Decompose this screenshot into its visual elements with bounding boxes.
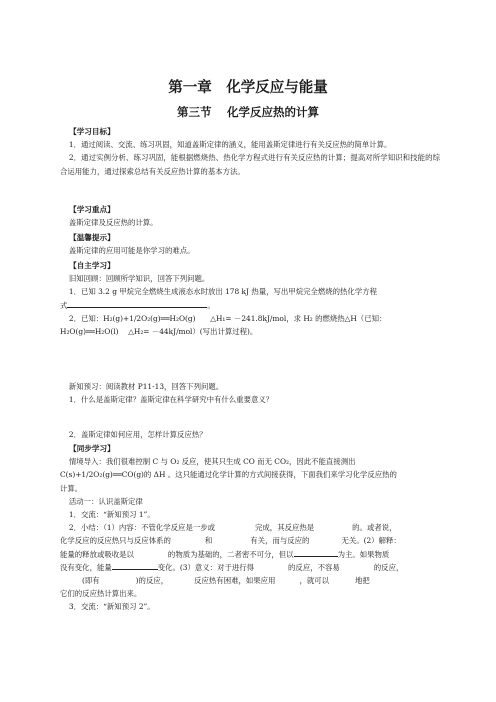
activity-step-3: 3．交流：“新知预习 2”。 (68, 602, 155, 612)
tips-heading: 【温馨提示】 (69, 233, 115, 242)
question-1-line2: 式 。 (60, 300, 215, 310)
section-title: 第三节 化学反应热的计算 (176, 105, 319, 119)
situation-line2: C(s)+1/2O₂(g)══CO(g)的 ΔH 。这只能通过化学计算的方式间接获得，下面我们来学习化学反应热的 (60, 470, 397, 480)
learning-goals-section (60, 125, 440, 178)
self-study-section (60, 259, 440, 338)
key-points-section (60, 203, 440, 229)
answer-blank[interactable] (67, 299, 207, 308)
question-2-line1: 2．已知：H₂(g)+1/2O₂(g)══H₂O(g) △H₁= －241.8kJ/mol，求 H₂ 的燃烧热△H（已知： (68, 313, 387, 323)
tips-section (60, 231, 440, 257)
summary-line2: 化学反应的反应热只与反应体系的 和 有关，而与反应的 无关。(2）解释： (60, 536, 401, 546)
preview-question-1: 1．什么是盖斯定律？盖斯定律在科学研究中有什么重要意义？ (68, 395, 274, 405)
summary-line5: (即有 )的反应， 反应热有困难，如果应用 ，就可以 地把 (82, 576, 370, 586)
question-2-line2: H₂O(g)══H₂O(l) △H₂= －44kJ/mol）(写出计算过程)。 (60, 327, 258, 337)
tips-text: 盖斯定律的应用可能是你学习的难点。 (68, 246, 195, 256)
summary-line3: 能量的释放或吸收是以 的物质为基础的，二者密不可分，但以 为主。如果物质 (60, 549, 390, 559)
activity-1-title: 活动一：认识盖斯定律 (68, 496, 143, 506)
goal-item-2: 2．通过实例分析、练习巩固，能根据燃烧热、热化学方程式进行有关反应热的计算；提高对所学知识和技能的综合运用能力，通过探索总结有关反应热计算的基本方法。 (60, 153, 440, 176)
summary-line1: 2．小结：（1）内容：不管化学反应是一步或 完成，其反应热是 的。或者说， (68, 523, 397, 533)
review-intro: 旧知回顾：回顾所学知识，回答下列问题。 (68, 274, 210, 284)
preview-section (60, 380, 440, 406)
preview-question-2: 2．盖斯定律如何应用，怎样计算反应热？ (68, 430, 207, 439)
answer-blank[interactable] (294, 548, 338, 557)
summary-line6: 它们的反应热计算出来。 (60, 589, 142, 599)
summary-line4: 没有变化，能量 变化。(3）意义：对于进行得 的反应，不容易 的反应， (60, 562, 404, 572)
chapter-title: 第一章 化学反应与能量 (168, 80, 328, 96)
key-points-text: 盖斯定律及反应热的计算。 (68, 218, 158, 228)
situation-line3: 计算。 (60, 483, 83, 493)
goal-item-1: 1．通过阅读、交流、练习巩固，知道盖斯定律的涵义，能用盖斯定律进行有关反应热的简单计算。 (68, 140, 392, 150)
situation-line1: 情境导入：我们很难控制 C 与 O₂ 反应，使其只生成 CO 而无 CO₂，因此不能直接测出 (68, 457, 356, 467)
activity-step-1: 1．交流：“新知预习 1”。 (68, 510, 155, 520)
answer-blank[interactable] (112, 561, 158, 570)
preview-question-2-block (60, 428, 440, 441)
self-study-heading: 【自主学习】 (69, 261, 115, 270)
learning-goals-heading: 【学习目标】 (69, 127, 115, 136)
sync-study-heading: 【同步学习】 (69, 444, 115, 453)
sync-study-section (60, 442, 440, 614)
key-points-heading: 【学习重点】 (69, 205, 115, 214)
question-1-line1: 1．已知 3.2 g 甲烷完全燃烧生成液态水时放出 178 kJ 热量，写出甲烷完全燃烧的热化学方程 (68, 287, 377, 297)
preview-intro: 新知预习：阅读教材 P11-13，回答下列问题。 (68, 382, 224, 391)
